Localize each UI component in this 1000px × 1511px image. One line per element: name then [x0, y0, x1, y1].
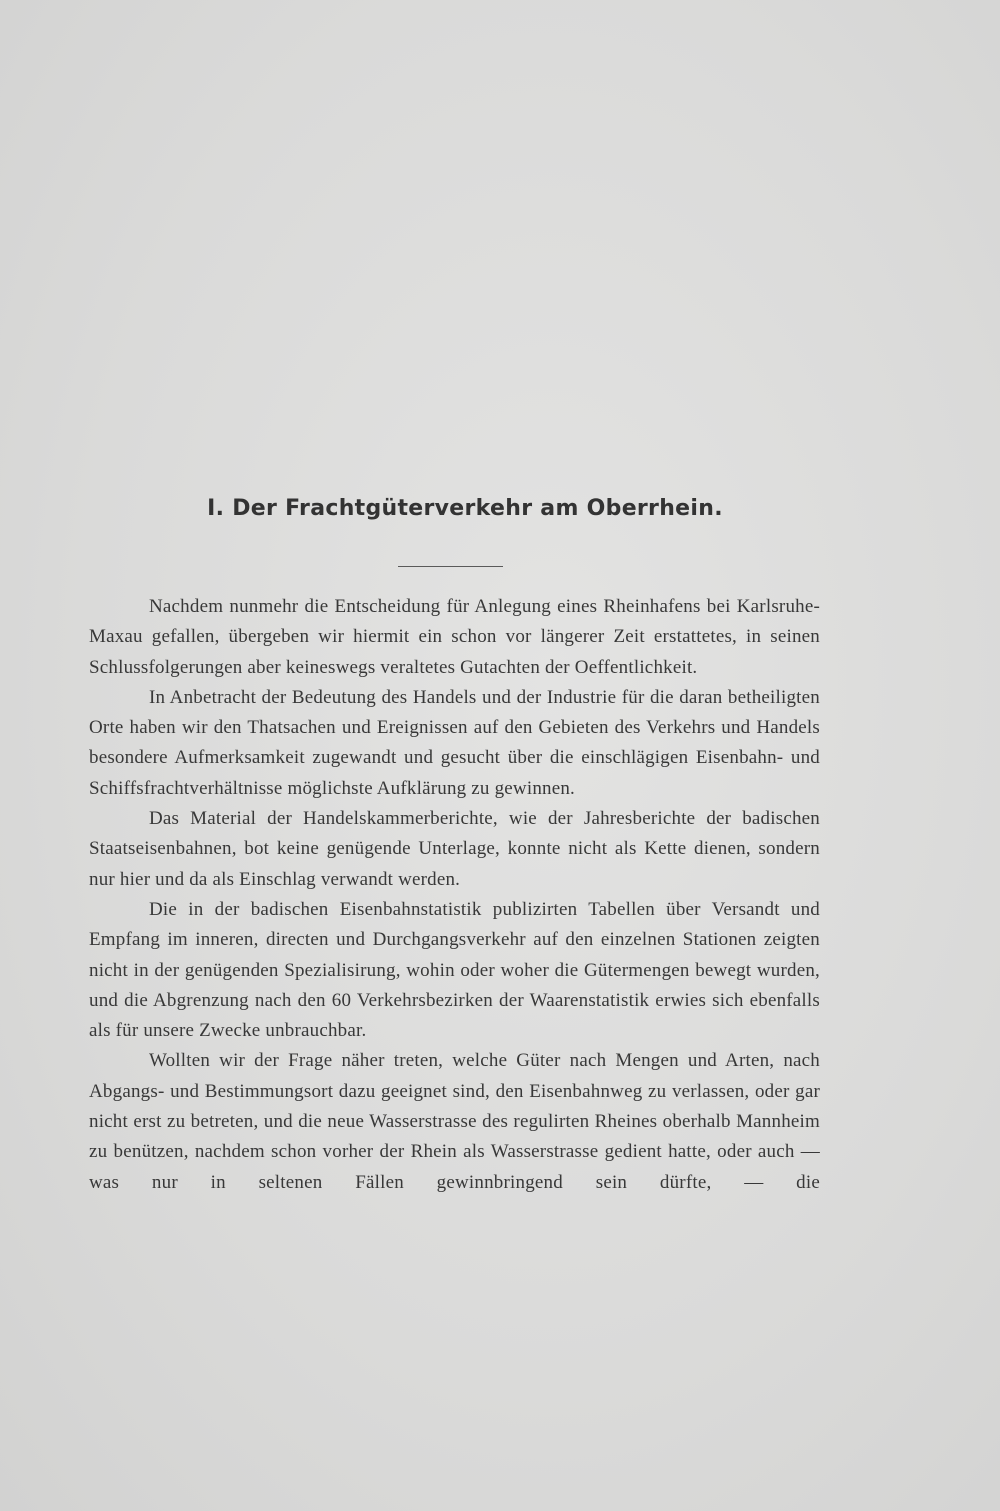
heading-divider	[398, 566, 503, 567]
chapter-heading-block	[205, 496, 725, 521]
paragraph-3: Das Material der Handelskammerberichte, wie der Jahresberichte der badischen Staatseisenbahnen, bot keine genügende Unterlage, konnte nicht als Kette dienen, sondern nur hier und da als Einschlag verwandt werden.	[89, 808, 820, 890]
paragraph-5: Wollten wir der Frage näher treten, welche Güter nach Mengen und Arten, nach Abgangs- und Bestimmungsort dazu geeignet sind, den Eisenbahnweg zu verlassen, oder gar nicht erst zu betreten, und die neue Wasserstrasse des regulirten Rheines oberhalb Mannheim zu benützen, nachdem schon vorher der Rhein als Wasserstrasse gedient hatte, oder auch — was nur in seltenen Fällen gewinnbringend sein dürfte, — die	[89, 1050, 820, 1193]
paragraph-2: In Anbetracht der Bedeutung des Handels und der Industrie für die daran betheiligten Orte haben wir den Thatsachen und Ereignissen auf den Gebieten des Verkehrs und Handels besondere Aufmerksamkeit zugewandt und gesucht über die einschlägigen Eisenbahn- und Schiffsfrachtverhältnisse möglichste Aufklärung zu gewinnen.	[89, 686, 820, 799]
paragraph-1: Nachdem nunmehr die Entscheidung für Anlegung eines Rheinhafens bei Karlsruhe-Maxau gefallen, übergeben wir hiermit ein schon vor längerer Zeit erstattetes, in seinen Schlussfolgerungen aber keineswegs veraltetes Gutachten der Oeffentlichkeit.	[89, 596, 820, 678]
chapter-heading: I. Der Frachtgüterverkehr am Oberrhein.	[207, 496, 723, 521]
body-text	[89, 592, 820, 1198]
paragraph-4: Die in der badischen Eisenbahnstatistik publizirten Tabellen über Versandt und Empfang im inneren, directen und Durchgangsverkehr auf den einzelnen Stationen zeigten nicht in der genügenden Spezialisirung, wohin oder woher die Gütermengen bewegt wurden, und die Abgrenzung nach den 60 Verkehrsbezirken der Waarenstatistik erwies sich ebenfalls als für unsere Zwecke unbrauchbar.	[89, 898, 820, 1042]
